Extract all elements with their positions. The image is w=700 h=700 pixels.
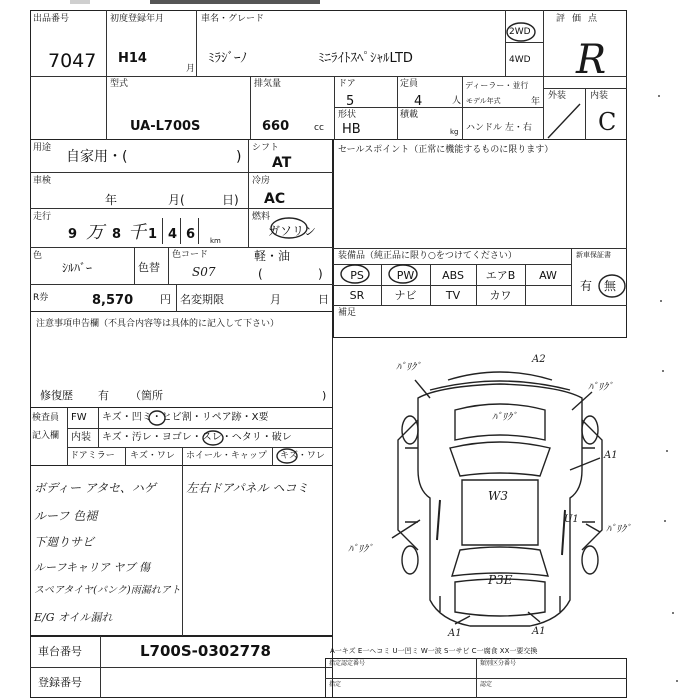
grade: ﾐﾆﾗｲﾄｽﾍﾟｼｬﾙLTD [318,51,413,66]
mileage-digit: 6 [186,227,196,242]
equipment-ps: PS [350,269,364,282]
new-car-warranty-label: 新車保証書 [576,251,611,259]
handwritten-note: 下廻りサビ [34,535,95,549]
scan-speck [662,370,664,372]
diagram-mark: A1 [532,626,546,637]
inspection-day: 日) [222,193,239,207]
color-code: S07 [192,265,216,279]
model-label: 型式 [110,79,129,89]
repair-label: 修復歴 [40,389,73,402]
scan-speck [660,300,662,302]
diagram-mark: W3 [488,489,508,503]
interior-label: 内装 [590,91,609,101]
ac: AC [264,191,286,207]
repair-yes: 有 [98,389,109,402]
certified-label: 認定 [480,681,493,688]
warranty-no: 無 [604,279,617,293]
handwritten-note: E/G オイル漏れ [34,611,113,624]
mileage-digit: 9 [68,227,78,242]
usage: 自家用・( [66,149,128,165]
name-change-label: 名変期限 [180,293,224,306]
score-label: 評価点 [556,14,605,24]
pointer-line [586,524,600,532]
fuel: ガソリン [268,224,317,238]
load-label: 積載 [400,110,419,120]
first-reg: H14 [118,51,147,66]
handle-label: ハンドル 左・右 [466,123,532,133]
door-mirror-label: ドアミラー [70,451,115,461]
warranty-yes: 有 [580,279,593,293]
scan-speck [658,95,660,97]
shift-label: シフト [252,143,280,153]
equipment-tv: TV [445,289,461,302]
diagram-mark: U1 [564,514,579,525]
color-label: 色 [33,251,43,261]
diagram-mark: A2 [532,354,546,365]
mileage-label: 走行 [33,212,52,222]
legend: A一キズ E一ヘコミ U一凹ミ W一波 S一サビ C一腐食 XX一要交換 [330,647,538,655]
fuel-label: 燃料 [252,212,271,222]
paren-open: ( [258,267,263,281]
pointer-line [570,458,600,470]
handwritten-note: ルーフキャリア ヤブ 傷 [34,561,151,574]
dent-circle [149,411,165,425]
kg-unit: kg [450,128,459,136]
lot-no-label: 出品番号 [33,14,70,24]
wheel-rr [582,546,598,574]
exterior-label: 外装 [548,91,567,101]
displacement: 660 [262,119,290,134]
mileage-digit: 千 [128,222,146,243]
mileage-digit: 8 [112,227,122,242]
inspector-row-values: キズ・汚レ・ヨゴレ・スレ・ヘタリ・破レ [102,432,292,443]
handwritten-note: ルーフ 色褪 [34,509,98,523]
front-bumper [448,372,552,380]
fuel-circle [271,218,307,238]
usage-close: ) [236,149,242,165]
wheel-cap-values: キズ・ワレ [280,451,325,461]
scan-speck [676,680,678,682]
scan-speck [666,450,668,452]
month-unit: 月 [186,64,196,74]
pw-circle [389,265,417,283]
equipment-leather: カワ [489,289,512,302]
body: HB [342,122,361,137]
name-grade-label: 車名・グレード [201,14,265,24]
car-name: ﾐﾗｼﾞｰﾉ [208,51,247,66]
dirt-circle [203,431,223,445]
shift: AT [272,155,292,171]
scan-speck [664,520,666,522]
mileage-digit: 1 [148,227,158,242]
handwritten-note-right: 左右ドアパネル ヘコミ [186,481,309,495]
left-side [398,420,418,550]
wheel-cap-label: ホイール・キャップ [186,451,267,461]
rear-window [452,547,548,576]
windshield [450,442,550,476]
scratch-circle [277,449,297,463]
diagram-mark: ﾊﾟﾘｸﾞ [492,412,517,423]
body-label: 形状 [338,110,357,120]
inspector-label: 検査員 [32,413,60,423]
name-change-month: 月 [270,293,281,306]
score: R [576,37,607,83]
inspector-row-key: FW [71,412,87,423]
dealer-label: ディーラー・並行 [465,81,529,90]
equipment-abs: ABS [442,269,464,282]
usage-label: 用途 [33,143,52,153]
equipment-sr: SR [349,289,365,302]
inspection-label: 車検 [33,176,52,186]
notes-label: 注意事項申告欄（不具合内容等は具体的に記入して下さい） [36,319,280,329]
displacement-label: 排気量 [254,79,282,89]
selling-points-label: セールスポイント（正常に機能するものに限ります） [338,145,554,155]
model-year-label: モデル年式 [466,97,501,105]
exterior-slash [548,104,580,138]
doors-label: ドア [338,79,356,89]
left-doors [405,448,418,522]
designated-label: 指定 [329,681,342,688]
right-doors [582,448,595,522]
doors: 5 [346,94,355,109]
cert-label: 指定認定番号 [329,660,366,667]
color-change-label: 色替 [138,261,160,274]
drive-2wd: 2WD [509,27,531,37]
equipment-pw: PW [396,269,415,282]
equipment-navi: ナビ [394,289,417,302]
recycle-label: R券 [33,293,49,303]
repair-place: （箇所 [130,389,163,402]
inspector-row-values: キズ・凹ミ・ヒビ割・リペア跡・X要 [102,412,269,423]
wheel-fl [402,416,418,444]
diagram-mark: ﾊﾟﾘｸﾞ [396,362,421,373]
diagram-mark: ﾊﾟﾘｸﾞ [606,524,631,535]
diagram-mark: ﾊﾟﾘｸﾞ [588,382,613,393]
ac-label: 冷房 [252,176,271,186]
registration-label: 登録番号 [38,676,82,689]
capacity-label: 定員 [400,79,419,89]
handwritten-note: ボディー アタセ、ハゲ [34,481,156,495]
equipment-label: 装備品（純正品に限り○をつけてください） [338,251,517,261]
equipment-airbag: エアB [485,269,516,282]
inspection-month: 月( [168,193,185,207]
diagram-mark: A1 [448,628,462,639]
yen-unit: 円 [160,293,171,306]
person-unit: 人 [452,96,462,106]
diagram-mark: P3E [488,573,513,587]
mileage-digit: 万 [86,222,104,243]
cc-unit: cc [314,123,324,133]
name-change-day: 日 [318,293,329,306]
diagram-mark: A1 [604,450,618,461]
recycle-amount: 8,570 [92,293,134,308]
wheel-fr [582,416,598,444]
color: ｼﾙﾊﾞｰ [62,261,93,275]
pointer-line [455,616,470,624]
inspector-row-key: 内装 [71,432,91,443]
repair-close: ) [322,389,327,402]
ps-circle [341,265,369,283]
model: UA-L700S [130,119,201,134]
km-unit: km [210,237,221,245]
paren-close: ) [318,267,323,281]
handwritten-note: スペアタイヤ(パンク)雨漏れアト [34,585,181,596]
warranty-no-circle [599,275,625,297]
rear-pillars [440,596,560,612]
lot-no: 7047 [48,50,97,72]
right-side [582,420,602,550]
door-mirror-values: キズ・ワレ [130,451,175,461]
inspection-year: 年 [105,193,118,207]
chassis-number: L700S-0302778 [140,642,271,660]
capacity: 4 [414,94,423,109]
wheel-rl [402,546,418,574]
equipment-aw: AW [539,269,557,282]
scan-speck [672,612,674,614]
supplement-label: 補足 [338,308,357,318]
diagram-mark: ﾊﾟﾘｸﾞ [348,544,373,555]
interior-grade: C [598,108,617,136]
fuel-alt: 軽・油 [254,249,291,263]
drive-4wd: 4WD [509,55,531,65]
year-unit: 年 [531,97,541,107]
first-reg-label: 初度登録年月 [110,14,165,24]
category-label: 類別区分番号 [480,660,517,667]
inspector-label: 記入欄 [32,431,60,441]
color-code-label: 色コード [172,250,209,260]
drive-circle [507,23,535,41]
mark-line [437,500,440,540]
chassis-label: 車台番号 [38,645,82,658]
mileage-digit: 4 [168,227,178,242]
